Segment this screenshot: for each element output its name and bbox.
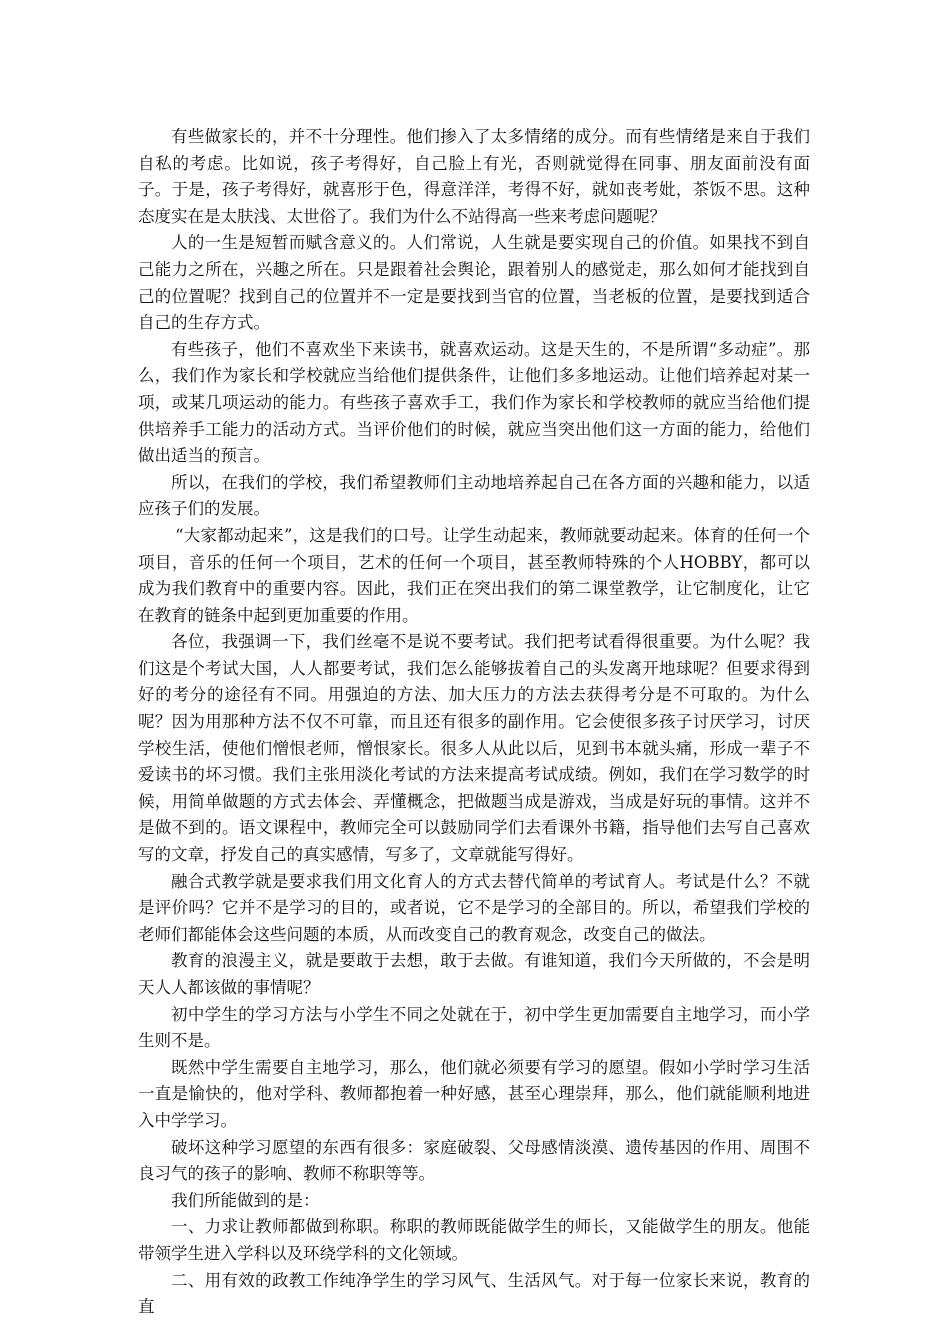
paragraph: “大家都动起来”，这是我们的口号。让学生动起来，教师就要动起来。体育的任何一个项目，音乐的任何一个项目，艺术的任何一个项目，甚至教师特殊的个人HOBBY，都可以成为我们教育中的重要内容。因此，我们正在突出我们的第二课堂教学，让它制度化，让它在教育的链条中起到更加重要的作用。 (138, 525, 810, 625)
paragraph: 一、力求让教师都做到称职。称职的教师既能做学生的师长，又能做学生的朋友。他能带领学生进入学科以及环绕学科的文化领域。 (138, 1217, 810, 1263)
paragraph: 二、用有效的政教工作纯净学生的学习风气、生活风气。对于每一位家长来说，教育的直 (138, 1270, 810, 1317)
paragraph: 有些做家长的，并不十分理性。他们掺入了太多情绪的成分。而有些情绪是来自于我们自私的考虑。比如说，孩子考得好，自己脸上有光，否则就觉得在同事、朋友面前没有面子。于是，孩子考得好，就喜形于色，得意洋洋，考得不好，就如丧考妣，茶饭不思。这种态度实在是太肤浅、太世俗了。我们为什么不站得高一些来考虑问题呢？ (138, 127, 810, 226)
paragraph: 教育的浪漫主义，就是要敢于去想，敢于去做。有谁知道，我们今天所做的，不会是明天人人都该做的事情呢？ (138, 951, 810, 997)
paragraph: 破坏这种学习愿望的东西有很多：家庭破裂、父母感情淡漠、遗传基因的作用、周围不良习气的孩子的影响、教师不称职等等。 (138, 1137, 810, 1184)
paragraph: 有些孩子，他们不喜欢坐下来读书，就喜欢运动。这是天生的，不是所谓“多动症”。那么，我们作为家长和学校就应当给他们提供条件，让他们多多地运动。让他们培养起对某一项，或某几项运动的能力。有些孩子喜欢手工，我们作为家长和学校教师的就应当给他们提供培养手工能力的活动方式。当评价他们的时候，就应当突出他们这一方面的能力，给他们做出适当的预言。 (138, 339, 810, 466)
paragraph: 我们所能做到的是： (171, 1190, 320, 1210)
paragraph: 各位，我强调一下，我们丝毫不是说不要考试。我们把考试看得很重要。为什么呢？我们这是个考试大国，人人都要考试，我们怎么能够拔着自己的头发离开地球呢？但要求得到好的考分的途径有不同。用强迫的方法、加大压力的方法去获得考分是不可取的。为什么呢？因为用那种方法不仅不可靠，而且还有很多的副作用。它会使很多孩子讨厌学习，讨厌学校生活，使他们憎恨老师，憎恨家长。很多人从此以后，见到书本就头痛，形成一辈子不爱读书的坏习惯。我们主张用淡化考试的方法来提高考试成绩。例如，我们在学习数学的时候，用简单做题的方式去体会、弄懂概念，把做题当成是游戏，当成是好玩的事情。这并不是做不到的。语文课程中，教师完全可以鼓励同学们去看课外书籍，指导他们去写自己喜欢写的文章，抒发自己的真实感情，写多了，文章就能写得好。 (138, 632, 810, 865)
paragraph: 人的一生是短暂而赋含意义的。人们常说，人生就是要实现自己的价值。如果找不到自己能力之所在，兴趣之所在。只是跟着社会舆论，跟着别人的感觉走，那么如何才能找到自己的位置呢？找到自己的位置并不一定是要找到当官的位置，当老板的位置，是要找到适合自己的生存方式。 (138, 233, 810, 333)
paragraph: 既然中学生需要自主地学习，那么，他们就必须要有学习的愿望。假如小学时学习生活一直是愉快的，他对学科、教师都抱着一种好感，甚至心理崇拜，那么，他们就能顺利地进入中学学习。 (138, 1057, 810, 1130)
paragraph: 初中学生的学习方法与小学生不同之处就在于，初中学生更加需要自主地学习，而小学生则不是。 (138, 1004, 810, 1051)
paragraph: 融合式教学就是要求我们用文化育人的方式去替代简单的考试育人。考试是什么？不就是评价吗？它并不是学习的目的，或者说，它不是学习的全部目的。所以，希望我们学校的老师们都能体会这些问题的本质，从而改变自己的教育观念，改变自己的做法。 (138, 871, 810, 944)
document-page (138, 124, 810, 1321)
paragraph: 所以，在我们的学校，我们希望教师们主动地培养起自己在各方面的兴趣和能力，以适应孩子们的发展。 (138, 472, 810, 519)
